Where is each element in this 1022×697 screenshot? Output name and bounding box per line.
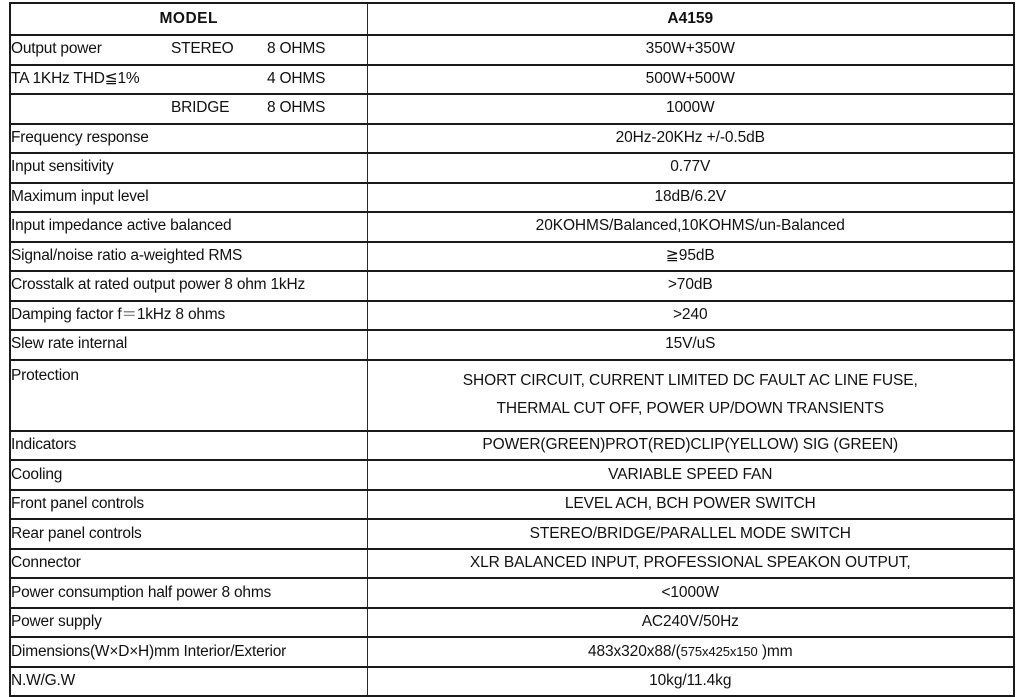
row-label-dimensions: Dimensions(W×D×H)mm Interior/Exterior — [10, 637, 367, 667]
power-row-mode: STEREO — [171, 40, 234, 58]
power-row-impedance: 8 OHMS — [267, 40, 326, 58]
row-label-slew-rate: Slew rate internal — [10, 330, 367, 360]
table-row-crosstalk — [10, 271, 1014, 301]
row-label-indicators: Indicators — [10, 431, 367, 461]
table-row-protection — [10, 360, 1014, 431]
table-header-row — [10, 3, 1014, 35]
row-label-power-consumption: Power consumption half power 8 ohms — [10, 578, 367, 608]
row-value-output-power-bridge-8ohms: 1000W — [367, 94, 1014, 124]
table-row-cooling — [10, 460, 1014, 490]
power-row-mode: BRIDGE — [171, 99, 230, 117]
table-row-frequency-response — [10, 124, 1014, 154]
row-value-dimensions — [367, 637, 1014, 667]
table-row-front-panel-controls — [10, 490, 1014, 520]
row-label-signal-noise-ratio: Signal/noise ratio a-weighted RMS — [10, 242, 367, 272]
table-row-input-impedance — [10, 212, 1014, 242]
table-row-bridge-8ohms — [10, 94, 1014, 124]
row-label-crosstalk: Crosstalk at rated output power 8 ohm 1kHz — [10, 271, 367, 301]
row-label-front-panel-controls: Front panel controls — [10, 490, 367, 520]
table-row-damping-factor — [10, 301, 1014, 331]
power-row-name: TA 1KHz THD≦1% — [11, 69, 140, 87]
power-row-impedance: 4 OHMS — [267, 69, 326, 87]
row-label-thd — [10, 65, 367, 95]
row-value-input-impedance: 20KOHMS/Balanced,10KOHMS/un-Balanced — [367, 212, 1014, 242]
row-label-frequency-response: Frequency response — [10, 124, 367, 154]
table-row-net-gross-weight — [10, 667, 1014, 697]
row-label-net-gross-weight: N.W/G.W — [10, 667, 367, 697]
table-row-power-supply — [10, 608, 1014, 638]
table-row-dimensions — [10, 637, 1014, 667]
row-value-output-power-stereo-8ohms: 350W+350W — [367, 35, 1014, 65]
specification-table — [9, 2, 1015, 697]
row-label-damping-factor: Damping factor f＝1kHz 8 ohms — [10, 301, 367, 331]
dimensions-suffix: )mm — [757, 642, 793, 660]
row-value-rear-panel-controls: STEREO/BRIDGE/PARALLEL MODE SWITCH — [367, 519, 1014, 549]
protection-line-2: THERMAL CUT OFF, POWER UP/DOWN TRANSIENTS — [496, 400, 884, 418]
table-row-slew-rate — [10, 330, 1014, 360]
row-value-connector: XLR BALANCED INPUT, PROFESSIONAL SPEAKON OUTPUT, — [367, 549, 1014, 579]
header-value-model-number: A4159 — [367, 3, 1014, 35]
table-row-indicators — [10, 431, 1014, 461]
row-value-cooling: VARIABLE SPEED FAN — [367, 460, 1014, 490]
row-value-net-gross-weight: 10kg/11.4kg — [367, 667, 1014, 697]
row-value-slew-rate: 15V/uS — [367, 330, 1014, 360]
row-label-maximum-input-level: Maximum input level — [10, 183, 367, 213]
table-row-maximum-input-level — [10, 183, 1014, 213]
dimensions-exterior: 575x425x150 — [680, 643, 758, 659]
table-row-output-power-stereo-8ohms — [10, 35, 1014, 65]
table-row-power-consumption — [10, 578, 1014, 608]
row-value-power-supply: AC240V/50Hz — [367, 608, 1014, 638]
table-row-input-sensitivity — [10, 153, 1014, 183]
row-value-signal-noise-ratio: ≧95dB — [367, 242, 1014, 272]
row-label-input-sensitivity: Input sensitivity — [10, 153, 367, 183]
row-value-damping-factor: >240 — [367, 301, 1014, 331]
row-value-maximum-input-level: 18dB/6.2V — [367, 183, 1014, 213]
row-label-input-impedance: Input impedance active balanced — [10, 212, 367, 242]
power-row-name: Output power — [11, 40, 102, 58]
row-value-front-panel-controls: LEVEL ACH, BCH POWER SWITCH — [367, 490, 1014, 520]
table-row-connector — [10, 549, 1014, 579]
row-label-connector: Connector — [10, 549, 367, 579]
dimensions-interior: 483x320x88/( — [587, 642, 681, 660]
row-value-indicators: POWER(GREEN)PROT(RED)CLIP(YELLOW) SIG (GREEN) — [367, 431, 1014, 461]
row-value-output-power-stereo-4ohms: 500W+500W — [367, 65, 1014, 95]
header-label-model: MODEL — [10, 3, 367, 35]
power-row-impedance: 8 OHMS — [267, 99, 326, 117]
row-label-power-supply: Power supply — [10, 608, 367, 638]
row-value-protection — [367, 360, 1014, 431]
row-label-protection: Protection — [10, 360, 367, 431]
row-value-power-consumption: <1000W — [367, 578, 1014, 608]
protection-line-1: SHORT CIRCUIT, CURRENT LIMITED DC FAULT AC LINE FUSE, — [462, 371, 918, 389]
row-label-bridge — [10, 94, 367, 124]
row-label-rear-panel-controls: Rear panel controls — [10, 519, 367, 549]
row-value-crosstalk: >70dB — [367, 271, 1014, 301]
row-value-input-sensitivity: 0.77V — [367, 153, 1014, 183]
table-row-signal-noise-ratio — [10, 242, 1014, 272]
table-row-rear-panel-controls — [10, 519, 1014, 549]
row-label-output-power — [10, 35, 367, 65]
row-value-frequency-response: 20Hz-20KHz +/-0.5dB — [367, 124, 1014, 154]
row-label-cooling: Cooling — [10, 460, 367, 490]
table-row-thd-4ohms — [10, 65, 1014, 95]
